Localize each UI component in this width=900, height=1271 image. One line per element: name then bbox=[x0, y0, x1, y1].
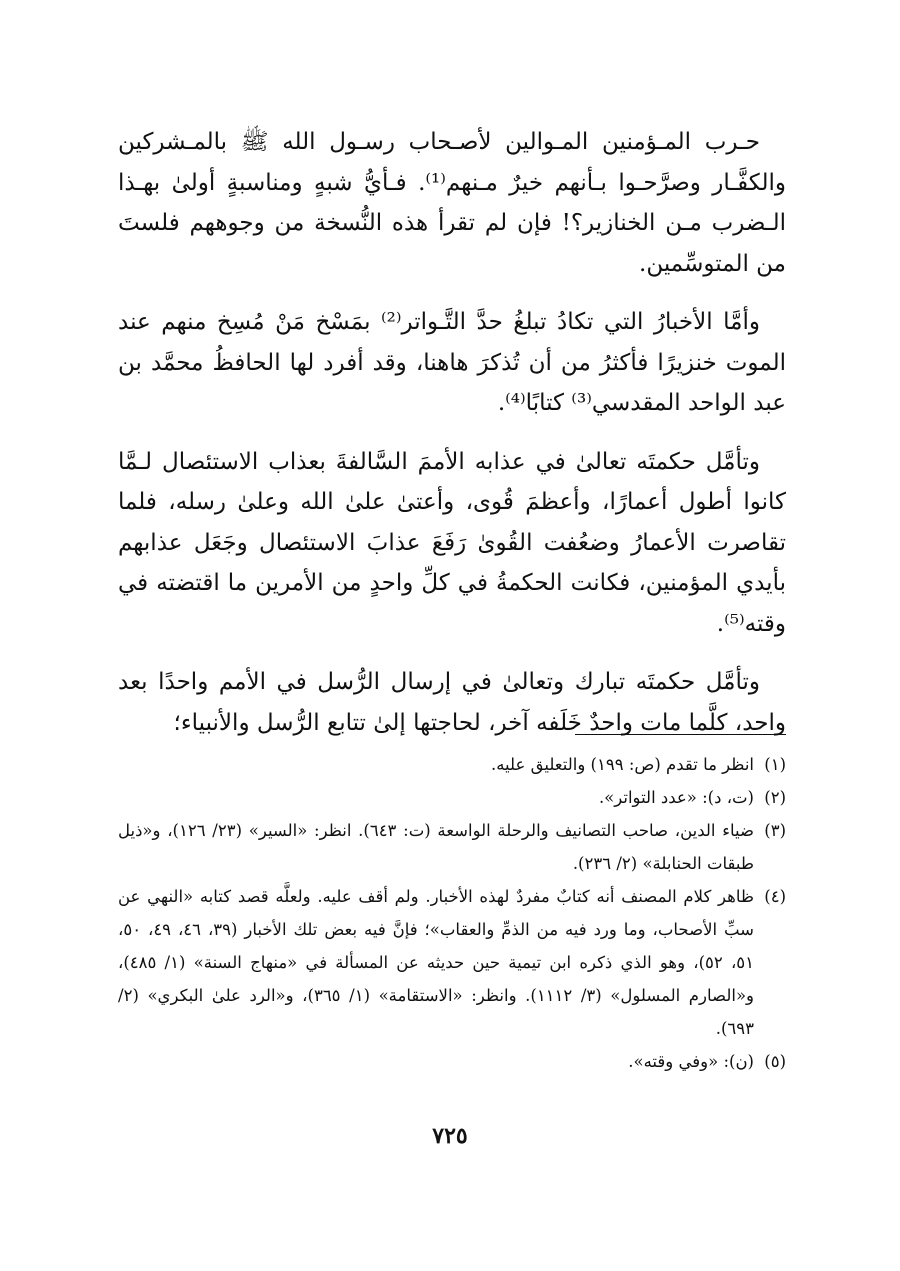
footnote-text: (ت، د): «عدد التواتر». bbox=[598, 788, 754, 807]
footnotes bbox=[118, 748, 786, 1078]
footnote-number: (٢) bbox=[764, 788, 786, 807]
footnote-number: (١) bbox=[764, 755, 786, 774]
footnote-text: انظر ما تقدم (ص: ١٩٩) والتعليق عليه. bbox=[490, 755, 754, 774]
footnote-2 bbox=[118, 781, 786, 814]
footnote-1 bbox=[118, 748, 786, 781]
paragraph-1: حـرب المـؤمنين المـوالين لأصـحاب رسـول الله ﷺ بالمـشركين والكفَّـار وصرَّحـوا بـأنهم خيرٌ مـنهم⁽¹⁾. فـأيُّ شبهٍ ومناسبةٍ أولىٰ بهـذا الـضرب مـن الخنازير؟! فإن لم تقرأ هذه النُّسخة من وجوههم فلستَ من المتوسِّمين. bbox=[118, 129, 786, 277]
footnote-3 bbox=[118, 814, 786, 880]
footnote-divider bbox=[575, 734, 786, 735]
page-number: ٧٢٥ bbox=[432, 1123, 468, 1149]
paragraph-2: وأمَّا الأخبارُ التي تكادُ تبلغُ حدَّ التَّـواتر⁽²⁾ بمَسْخ مَنْ مُسِخ منهم عند الموت خنزيرًا فأكثرُ من أن تُذكرَ هاهنا، وقد أفرد لها الحافظُ محمَّد بن عبد الواحد المقدسي⁽³⁾ كتابًا⁽⁴⁾. bbox=[118, 309, 786, 416]
footnote-text: ضياء الدين، صاحب التصانيف والرحلة الواسعة (ت: ٦٤٣). انظر: «السير» (٢٣/ ١٢٦)، و«ذيل طبقات الحنابلة» (٢/ ٢٣٦). bbox=[118, 821, 754, 873]
main-text bbox=[118, 122, 786, 761]
footnote-number: (٥) bbox=[764, 1052, 786, 1071]
footnote-text: ظاهر كلام المصنف أنه كتابٌ مفردٌ لهذه الأخبار. ولم أقف عليه. ولعلَّه قصد كتابه «النهي عن سبِّ الأصحاب، وما ورد فيه من الذمِّ والعقاب»؛ فإنَّ فيه بعض تلك الأخبار (٣٩، ٤٦، ٤٩، ٥٠، ٥١، ٥٢)، وهو الذي ذكره ابن تيمية حين حديثه عن المسألة في «منهاج السنة» (١/ ٤٨٥)، و«الصارم المسلول» (٣/ ١١١٢). وانظر: «الاستقامة» (١/ ٣٦٥)، و«الرد علىٰ البكري» (٢/ ٦٩٣). bbox=[118, 887, 755, 1038]
footnote-5 bbox=[118, 1045, 786, 1078]
footnote-number: (٣) bbox=[764, 821, 786, 840]
footnote-text: (ن): «وفي وقته». bbox=[628, 1052, 754, 1071]
paragraph-4: وتأمَّل حكمتَه تبارك وتعالىٰ في إرسال الرُّسل في الأمم واحدًا بعد واحد، كلَّما مات واحدٌ خَلَفه آخر، لحاجتها إلىٰ تتابع الرُّسل والأنبياء؛ bbox=[118, 669, 786, 736]
paragraph-3: وتأمَّل حكمتَه تعالىٰ في عذابه الأممَ السَّالفةَ بعذاب الاستئصال لـمَّا كانوا أطول أعمارًا، وأعظمَ قُوى، وأعتىٰ علىٰ الله وعلىٰ رسله، فلما تقاصرت الأعمارُ وضعُفت القُوىٰ رَفَعَ عذابَ الاستئصال وجَعَل عذابهم بأيدي المؤمنين، فكانت الحكمةُ في كلِّ واحدٍ من الأمرين ما اقتضته في وقته⁽⁵⁾. bbox=[118, 448, 786, 637]
footnote-number: (٤) bbox=[764, 887, 786, 906]
footnote-4 bbox=[118, 880, 786, 1045]
